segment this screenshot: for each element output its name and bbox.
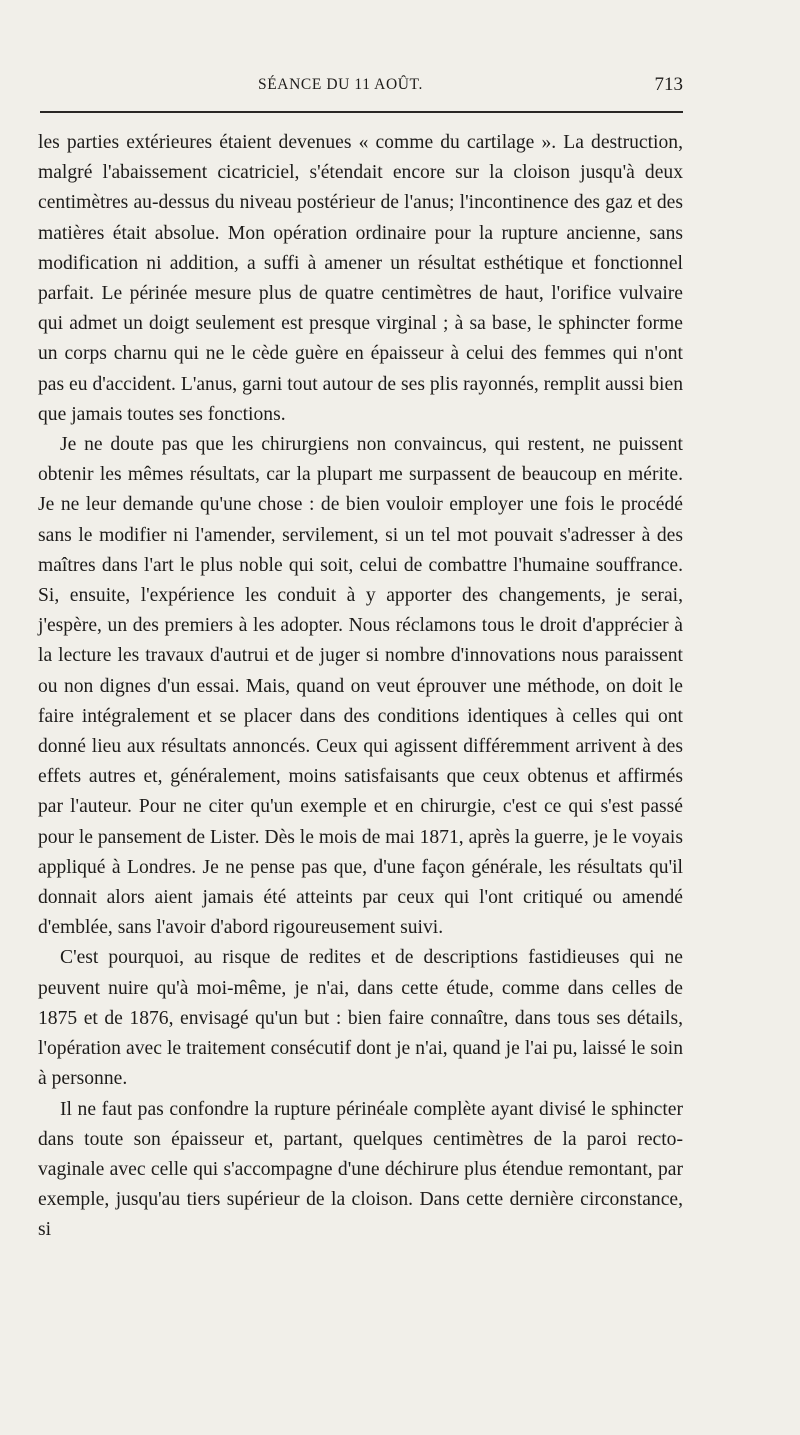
page-header (38, 76, 683, 100)
body-text (38, 128, 683, 1246)
paragraph: Je ne doute pas que les chirurgiens non convaincus, qui restent, ne puissent obtenir les mêmes résultats, car la plupart me surpassent de beaucoup en mérite. Je ne leur demande qu'une chose : de bien vouloir employer une fois le procédé sans le modifier ni l'amender, servilement, si un tel mot pouvait s'adresser à des maîtres dans l'art le plus noble qui soit, celui de combattre l'humaine souffrance. Si, ensuite, l'expérience les conduit à y apporter des changements, je serai, j'espère, un des premiers à les adopter. Nous réclamons tous le droit d'apprécier à la lecture les travaux d'autrui et de juger si nombre d'innovations nous paraissent ou non dignes d'un essai. Mais, quand on veut éprouver une méthode, on doit le faire intégralement et se placer dans des conditions identiques à celles qui ont donné lieu aux résultats annoncés. Ceux qui agissent différemment arrivent à des effets autres et, généralement, moins satisfaisants que ceux obtenus et affirmés par l'auteur. Pour ne citer qu'un exemple et en chirurgie, c'est ce qui s'est passé pour le pansement de Lister. Dès le mois de mai 1871, après la guerre, je le voyais appliqué à Londres. Je ne pense pas que, d'une façon générale, les résultats qu'il donnait alors aient jamais été atteints par ceux qui l'ont critiqué ou amendé d'emblée, sans l'avoir d'abord rigoureusement suivi. (38, 434, 683, 939)
header-rule (40, 111, 683, 113)
page-number: 713 (654, 74, 683, 95)
paragraph-continued: les parties extérieures étaient devenues « comme du cartilage ». La destruction, malgré l'abaissement cicatriciel, s'étendait encore sur la cloison jusqu'à deux centimètres au-dessus du niveau postérieur de l'anus; l'incontinence des gaz et des matières était absolue. Mon opération ordinaire pour la rupture ancienne, sans modification ni addition, a suffi à amener un résultat esthétique et fonctionnel parfait. Le périnée mesure plus de quatre centimètres de haut, l'orifice vulvaire qui admet un doigt seulement est presque virginal ; à sa base, le sphincter forme un corps charnu qui ne le cède guère en épaisseur à celui des femmes qui n'ont pas eu d'accident. L'anus, garni tout autour de ses plis rayonnés, remplit aussi bien que jamais toutes ses fonctions. (38, 132, 683, 425)
running-head: SÉANCE DU 11 AOÛT. (258, 76, 423, 93)
paragraph: C'est pourquoi, au risque de redites et de descriptions fastidieuses qui ne peuvent nuire qu'à moi-même, je n'ai, dans cette étude, comme dans celles de 1875 et de 1876, envisagé qu'un but : bien faire connaître, dans tous ses détails, l'opération avec le traitement consécutif dont je n'ai, quand je l'ai pu, laissé le soin à personne. (38, 947, 683, 1090)
paragraph: Il ne faut pas confondre la rupture périnéale complète ayant divisé le sphincter dans toute son épaisseur et, partant, quelques centimètres de la paroi recto-vaginale avec celle qui s'accompagne d'une déchirure plus étendue remontant, par exemple, jusqu'au tiers supérieur de la cloison. Dans cette dernière circonstance, si (38, 1098, 683, 1241)
